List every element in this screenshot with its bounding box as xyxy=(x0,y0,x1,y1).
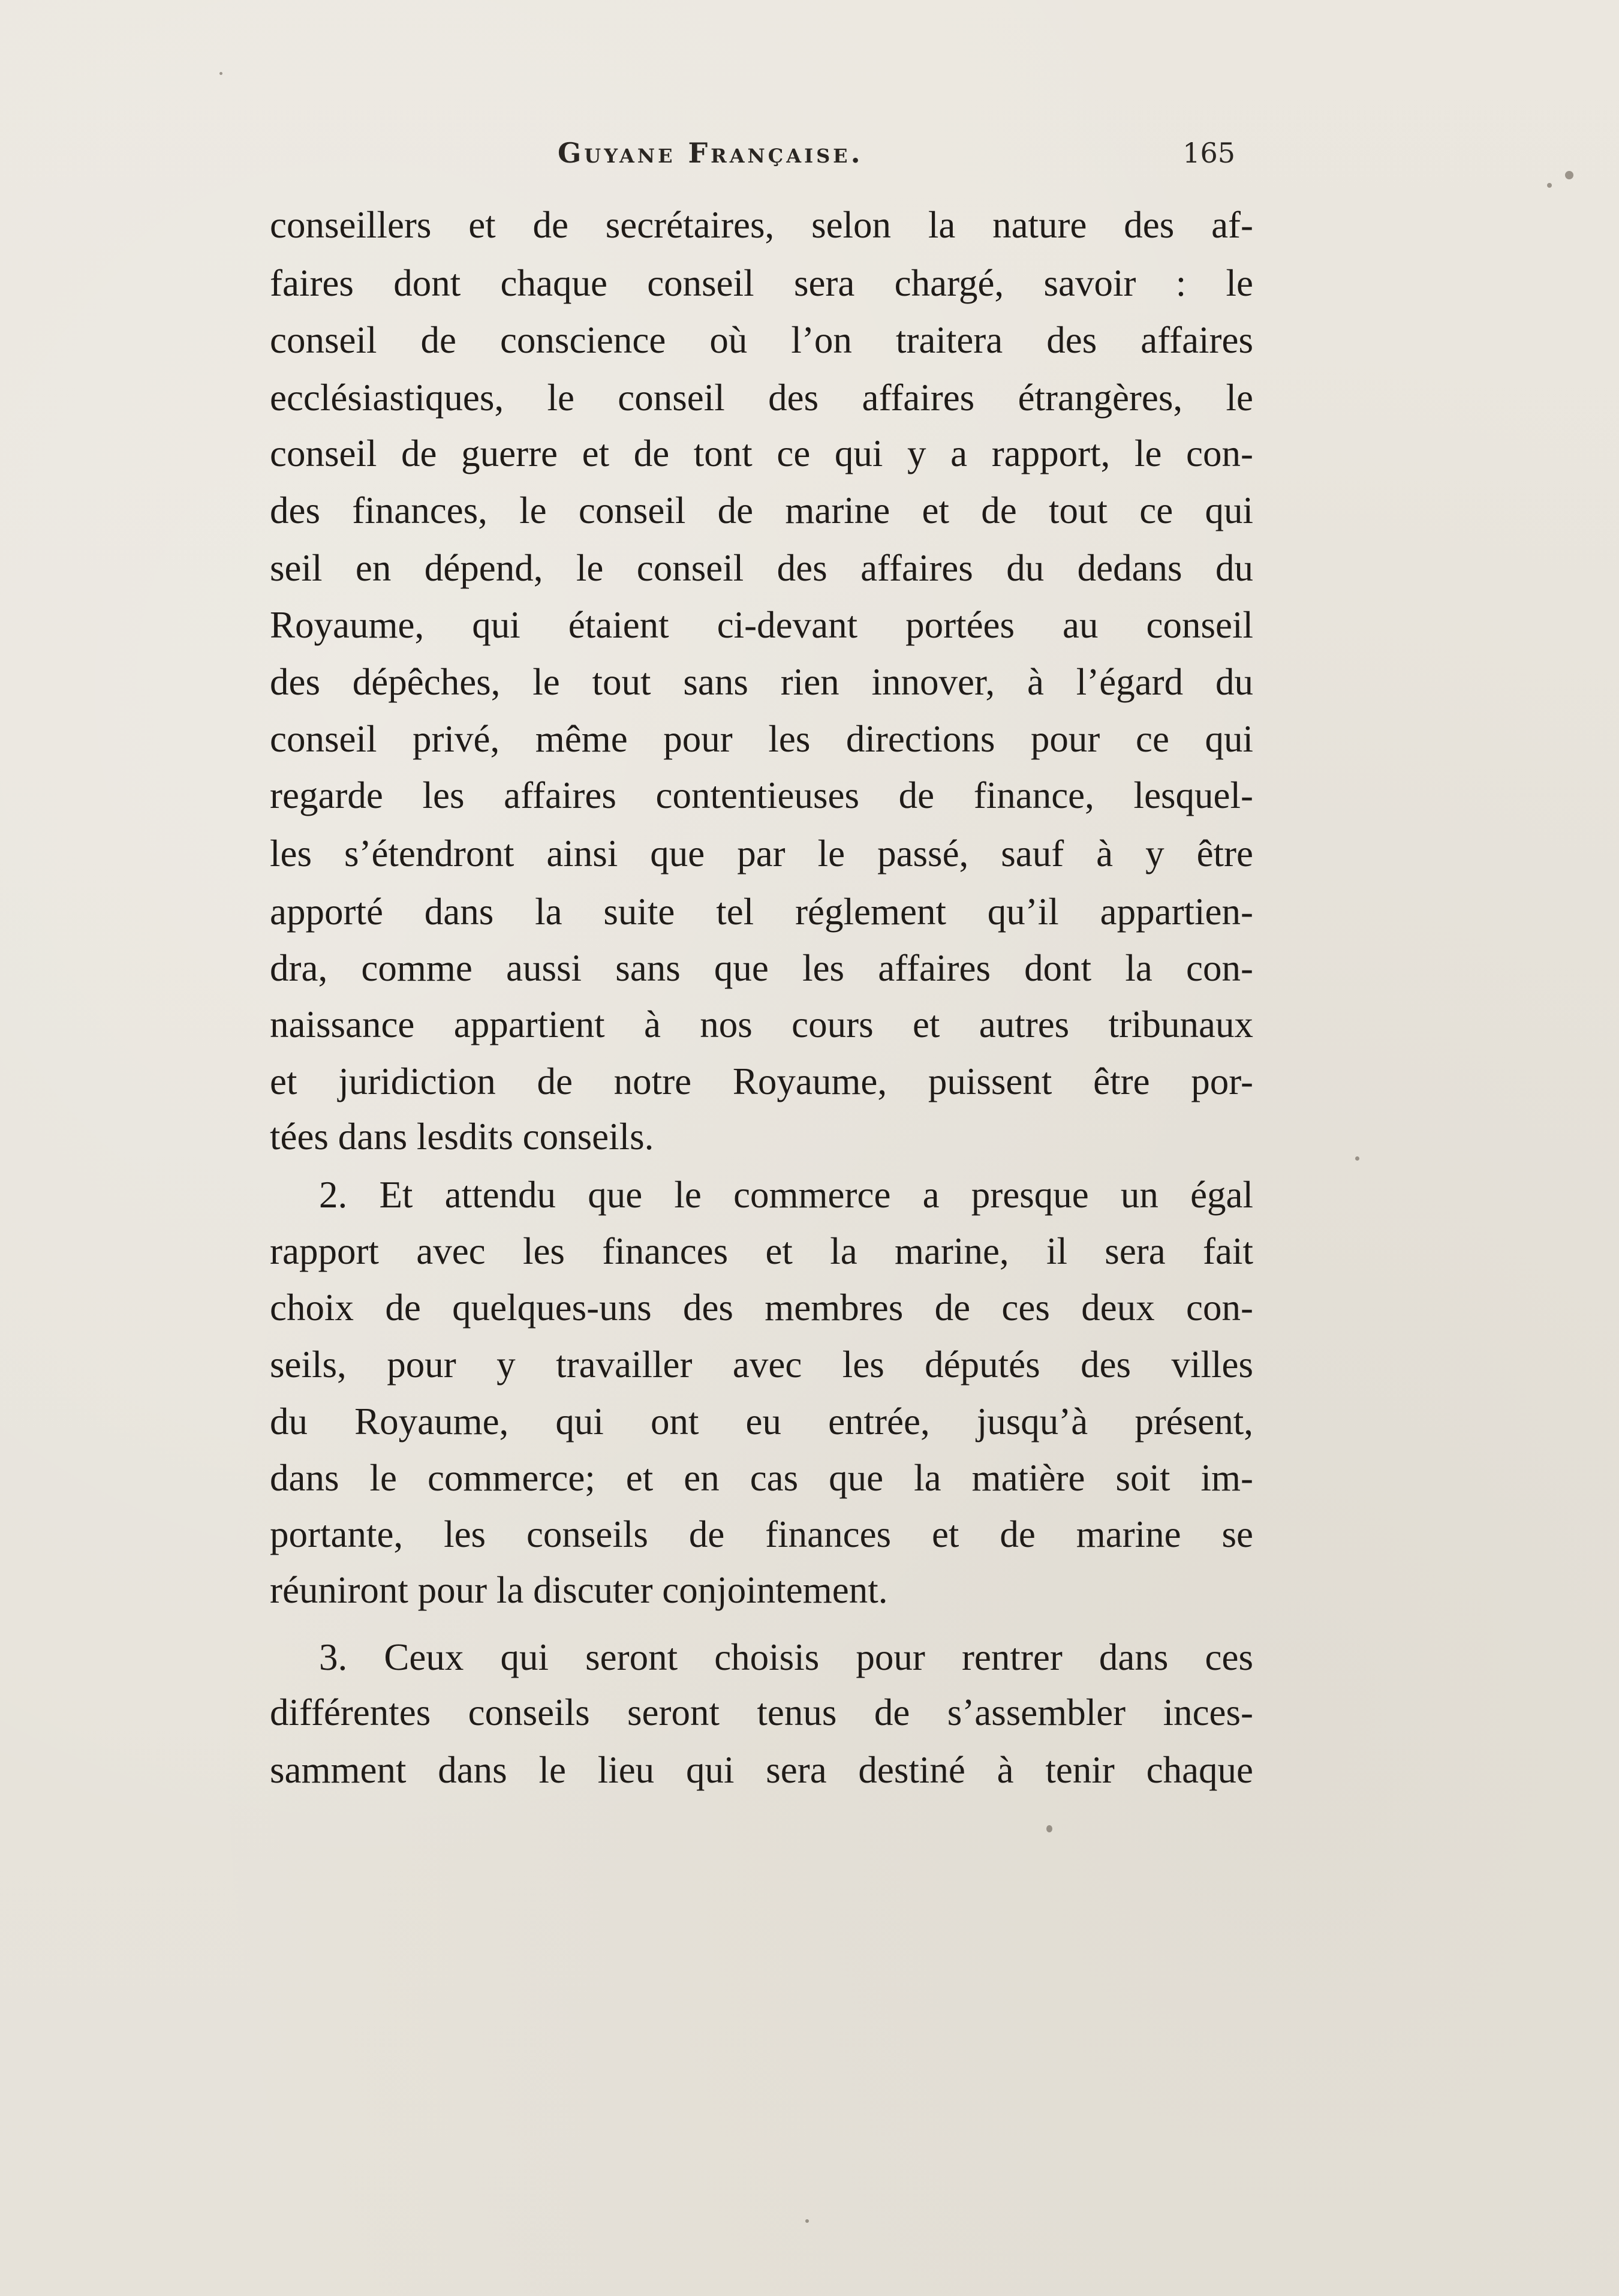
text-line: portante, les conseils de finances et de marine se xyxy=(270,1513,1253,1555)
text-line: dans le commerce; et en cas que la matière soit im- xyxy=(270,1457,1253,1499)
paper-speck xyxy=(1565,171,1573,179)
text-line: faires dont chaque conseil sera chargé, savoir : le xyxy=(270,262,1253,304)
text-line: choix de quelques-uns des membres de ces deux con- xyxy=(270,1287,1253,1329)
text-line: apporté dans la suite tel réglement qu’il appartien- xyxy=(270,891,1253,933)
text-line: conseil de conscience où l’on traitera des affaires xyxy=(270,319,1253,361)
text-line: samment dans le lieu qui sera destiné à tenir chaque xyxy=(270,1749,1253,1791)
text-line: seils, pour y travailler avec les députés des villes xyxy=(270,1344,1253,1386)
text-line: conseil de guerre et de tont ce qui y a rapport, le con- xyxy=(270,432,1253,474)
text-line: tées dans lesdits conseils. xyxy=(270,1116,654,1158)
paper-speck xyxy=(805,2219,809,2223)
text-line: conseil privé, même pour les directions pour ce qui xyxy=(270,718,1253,760)
text-line: dra, comme aussi sans que les affaires dont la con- xyxy=(270,947,1253,989)
text-line: des finances, le conseil de marine et de tout ce qui xyxy=(270,489,1253,531)
paper-speck xyxy=(1046,1825,1052,1832)
text-line: ecclésiastiques, le conseil des affaires étrangères, le xyxy=(270,377,1253,419)
text-line: réuniront pour la discuter conjointement. xyxy=(270,1569,888,1611)
text-line: les s’étendront ainsi que par le passé, sauf à y être xyxy=(270,833,1253,874)
text-line: 3. Ceux qui seront choisis pour rentrer dans ces xyxy=(319,1636,1253,1678)
running-head: Guyane Française. xyxy=(558,137,863,169)
text-line: différentes conseils seront tenus de s’assembler inces- xyxy=(270,1691,1253,1733)
paper-speck xyxy=(1547,183,1552,188)
text-line: seil en dépend, le conseil des affaires du dedans du xyxy=(270,547,1253,589)
text-line: Royaume, qui étaient ci-devant portées au conseil xyxy=(270,604,1253,646)
paper-speck xyxy=(219,72,222,75)
text-line: regarde les affaires contentieuses de finance, lesquel- xyxy=(270,774,1253,816)
text-line: des dépêches, le tout sans rien innover, à l’égard du xyxy=(270,661,1253,703)
text-line: 2. Et attendu que le commerce a presque un égal xyxy=(319,1174,1253,1216)
text-line: conseillers et de secrétaires, selon la nature des af- xyxy=(270,204,1253,246)
text-line: naissance appartient à nos cours et autres tribunaux xyxy=(270,1003,1253,1045)
text-line: rapport avec les finances et la marine, il sera fait xyxy=(270,1230,1253,1272)
text-line: du Royaume, qui ont eu entrée, jusqu’à présent, xyxy=(270,1401,1253,1442)
paper-speck xyxy=(1355,1156,1359,1161)
text-line: et juridiction de notre Royaume, puissent être por- xyxy=(270,1060,1253,1102)
page-number: 165 xyxy=(1182,137,1235,169)
